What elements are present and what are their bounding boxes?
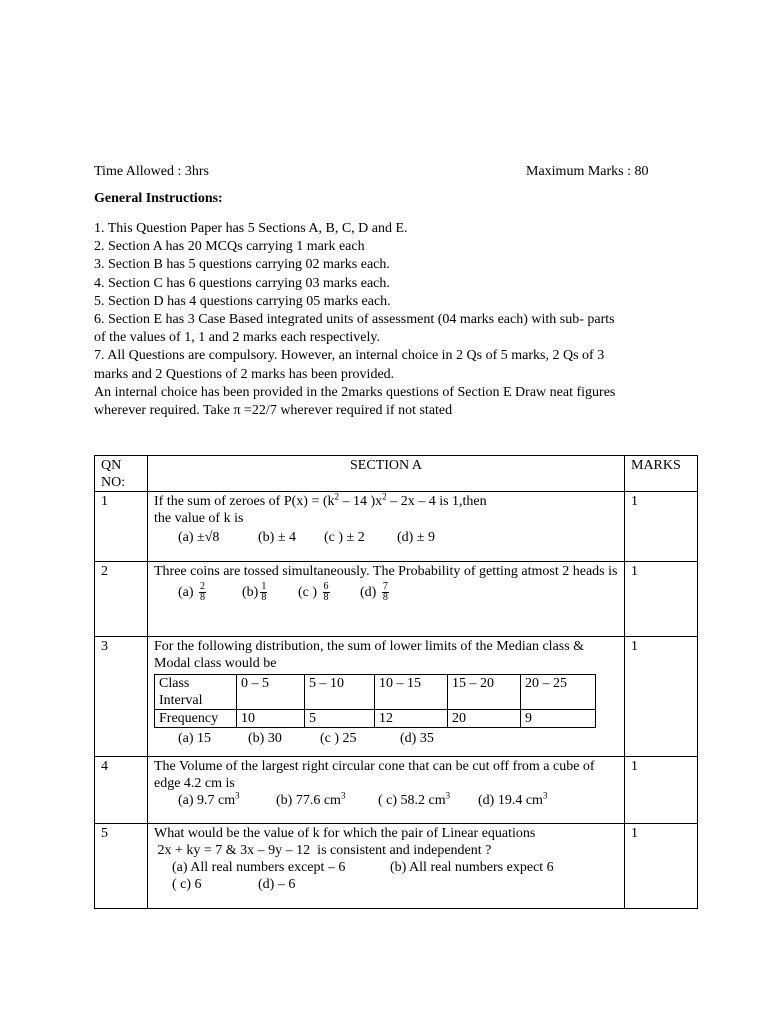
q1-text-b: – 14 )x <box>339 494 383 509</box>
class-interval-row <box>155 675 596 710</box>
question-row-5 <box>95 824 698 909</box>
numerator: 6 <box>323 581 329 592</box>
table-cell: 12 <box>375 710 448 728</box>
denominator: 8 <box>261 592 267 603</box>
option-a-label: (a) <box>178 584 194 600</box>
general-instructions-title: General Instructions: <box>94 191 223 206</box>
question-text: Three coins are tossed simultaneously. The Probability of getting atmost 2 heads is <box>154 564 618 579</box>
option-c-text: ( c) 58.2 cm <box>378 793 446 808</box>
option-c-label: (c ) <box>298 584 318 600</box>
option-c <box>378 792 478 809</box>
section-header: SECTION A <box>148 456 625 492</box>
maximum-marks: Maximum Marks : 80 <box>526 164 649 179</box>
instruction-line: wherever required. Take π =22/7 wherever required if not stated <box>94 403 453 419</box>
option-d: (d) 35 <box>400 731 434 746</box>
fraction <box>323 582 330 603</box>
table-header-row <box>95 456 698 492</box>
options <box>154 580 618 603</box>
distribution-table <box>154 674 596 728</box>
table-cell: 5 <box>305 710 375 728</box>
option-b-label: (b) <box>242 584 259 600</box>
numerator: 7 <box>382 581 388 592</box>
table-cell: Frequency <box>155 710 237 728</box>
question-body <box>148 562 625 637</box>
options <box>154 876 618 893</box>
question-row-4 <box>95 757 698 824</box>
options <box>154 859 618 876</box>
q1-text-a: If the sum of zeroes of P(x) = (k <box>154 494 335 509</box>
question-number: 1 <box>95 492 148 562</box>
question-marks: 1 <box>625 562 698 637</box>
denominator: 8 <box>323 592 329 603</box>
option-a: (a) 15 <box>178 731 212 746</box>
fraction <box>382 582 389 603</box>
unit-exponent: 3 <box>340 790 346 801</box>
question-text <box>154 493 618 510</box>
question-body <box>148 824 625 909</box>
question-text: The Volume of the largest right circular cone that can be cut off from a cube of edge 4.2 cm is <box>154 759 595 791</box>
options <box>154 730 618 747</box>
instruction-line: 4. Section C has 6 questions carrying 03 marks each. <box>94 275 390 291</box>
option-a: (a) All real numbers except – 6 <box>172 860 346 875</box>
table-cell: 20 – 25 <box>521 675 596 710</box>
q1-text-c: – 2x – 4 is 1,then <box>386 494 487 509</box>
exam-header <box>94 164 664 182</box>
question-row-2 <box>95 562 698 637</box>
section-a-table <box>94 455 698 909</box>
table-cell: 15 – 20 <box>448 675 521 710</box>
option-b: (b) All real numbers expect 6 <box>390 860 554 875</box>
question-marks: 1 <box>625 757 698 824</box>
table-cell: 0 – 5 <box>237 675 305 710</box>
question-number: 3 <box>95 637 148 757</box>
unit-exponent: 3 <box>542 790 548 801</box>
option-d <box>478 792 547 809</box>
question-row-3 <box>95 637 698 757</box>
frequency-row <box>155 710 596 728</box>
question-text-line2: the value of k is <box>154 511 244 526</box>
question-number: 4 <box>95 757 148 824</box>
option-d-label: (d) <box>360 584 377 600</box>
question-text: What would be the value of k for which the pair of Linear equations <box>154 826 536 841</box>
unit-exponent: 3 <box>445 790 451 801</box>
option-d <box>360 582 389 603</box>
option-a-text: (a) 9.7 cm <box>178 793 236 808</box>
option-c: ( c) 6 <box>172 877 202 892</box>
fraction <box>260 582 267 603</box>
marks-header: MARKS <box>625 456 698 492</box>
denominator: 8 <box>382 592 388 603</box>
question-marks: 1 <box>625 637 698 757</box>
q1-sup-1: 2 <box>334 491 340 502</box>
numerator: 2 <box>200 581 206 592</box>
table-cell: Class Interval <box>155 675 237 710</box>
option-b <box>242 582 298 603</box>
time-allowed: Time Allowed : 3hrs <box>94 164 209 179</box>
instruction-line: 6. Section E has 3 Case Based integrated units of assessment (04 marks each) with sub- parts <box>94 312 615 328</box>
option-a: (a) ±√8 <box>178 530 220 545</box>
q1-sup-2: 2 <box>382 491 387 502</box>
question-marks: 1 <box>625 824 698 909</box>
instruction-line: 3. Section B has 5 questions carrying 02 marks each. <box>94 257 390 273</box>
option-b-text: (b) 77.6 cm <box>276 793 341 808</box>
option-a <box>178 792 276 809</box>
option-c: (c ) 25 <box>320 731 357 746</box>
question-row-1 <box>95 492 698 562</box>
table-cell: 20 <box>448 710 521 728</box>
option-b <box>276 792 378 809</box>
instruction-line: marks and 2 Questions of 2 marks has been provided. <box>94 366 395 382</box>
option-c <box>298 582 360 603</box>
option-c: (c ) ± 2 <box>324 530 365 545</box>
option-d-text: (d) 19.4 cm <box>478 793 543 808</box>
instruction-line: An internal choice has been provided in the 2marks questions of Section E Draw neat figures <box>94 384 616 400</box>
question-text: For the following distribution, the sum of lower limits of the Median class & Modal class would be <box>154 639 585 671</box>
qn-header: QN NO: <box>95 456 148 492</box>
instructions-list <box>94 220 684 420</box>
numerator: 1 <box>261 581 267 592</box>
question-body <box>148 492 625 562</box>
instruction-line: 1. This Question Paper has 5 Sections A, B, C, D and E. <box>94 221 408 236</box>
question-body <box>148 637 625 757</box>
question-number: 5 <box>95 824 148 909</box>
instruction-line: 5. Section D has 4 questions carrying 05 marks each. <box>94 293 391 309</box>
options <box>154 527 618 546</box>
question-body <box>148 757 625 824</box>
option-b: (b) 30 <box>248 731 282 746</box>
table-cell: 10 <box>237 710 305 728</box>
question-number: 2 <box>95 562 148 637</box>
unit-exponent: 3 <box>235 790 240 801</box>
instruction-line: 7. All Questions are compulsory. However, an internal choice in 2 Qs of 5 marks, 2 Qs of 3 <box>94 348 605 364</box>
option-d: (d) – 6 <box>258 877 296 892</box>
instruction-line: of the values of 1, 1 and 2 marks each respectively. <box>94 330 380 346</box>
denominator: 8 <box>200 592 206 603</box>
table-cell: 5 – 10 <box>305 675 375 710</box>
option-a <box>178 582 242 603</box>
options <box>154 792 618 809</box>
table-cell: 9 <box>521 710 596 728</box>
question-marks: 1 <box>625 492 698 562</box>
instruction-line: 2. Section A has 20 MCQs carrying 1 mark each <box>94 239 365 255</box>
equations-line: 2x + ky = 7 & 3x – 9y – 12 is consistent and independent ? <box>154 843 492 858</box>
option-d: (d) ± 9 <box>397 530 436 545</box>
table-cell: 10 – 15 <box>375 675 448 710</box>
option-b: (b) ± 4 <box>258 530 297 545</box>
fraction <box>199 582 206 603</box>
